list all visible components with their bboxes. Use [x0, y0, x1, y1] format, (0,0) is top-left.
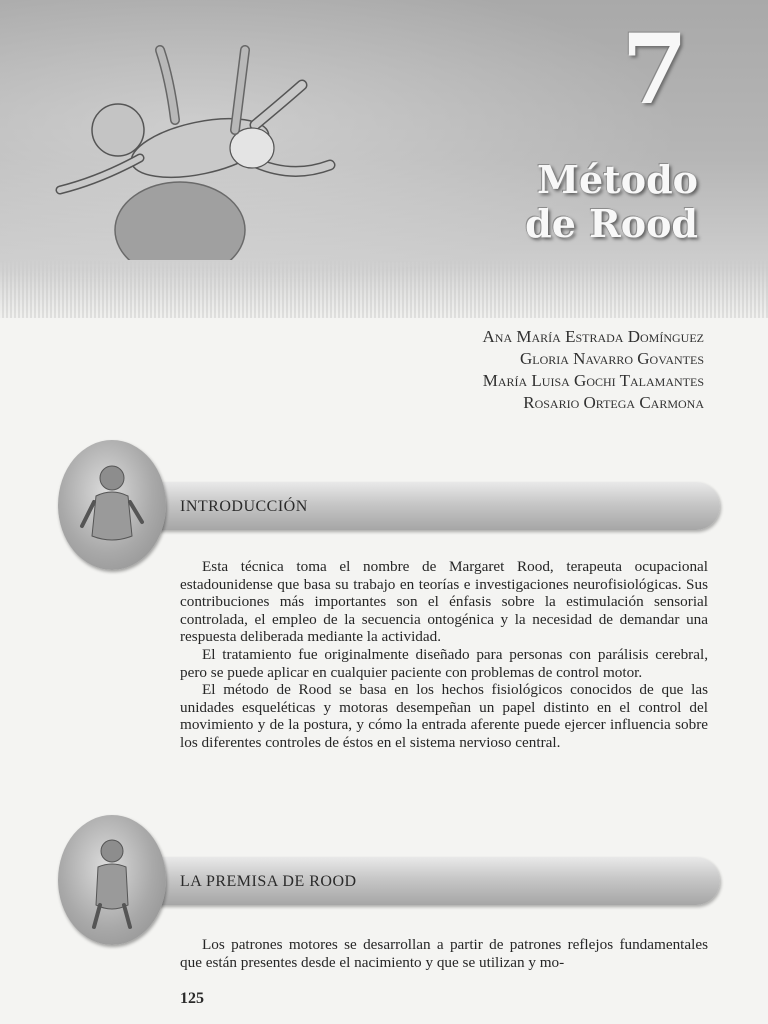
paragraph: El tratamiento fue originalmente diseñado para personas con parálisis cerebral, pero se puede aplicar en cualquier paciente con problemas de control motor. — [180, 645, 708, 681]
section-medallion — [58, 815, 166, 945]
author-list — [483, 326, 704, 414]
child-figure-icon — [72, 456, 152, 556]
section-heading: INTRODUCCIÓN — [180, 498, 308, 515]
author-name: Ana María Estrada Domínguez — [482, 327, 704, 346]
premisa-body — [180, 936, 708, 971]
chapter-number: 7 — [621, 13, 688, 126]
author-name: María Luisa Gochi Talamantes — [482, 371, 704, 390]
child-figure-icon — [72, 831, 152, 931]
introduccion-body — [180, 558, 708, 752]
section-medallion — [58, 440, 166, 570]
chapter-banner — [0, 0, 768, 318]
author-name: Rosario Ortega Carmona — [523, 393, 704, 412]
page-number: 125 — [180, 990, 204, 1007]
chapter-title — [525, 158, 698, 246]
paragraph: Los patrones motores se desarrollan a partir de patrones reflejos fundamentales que están presentes desde el nacimiento y que se utilizan y mo- — [180, 936, 708, 971]
section-header-premisa — [58, 815, 718, 945]
paragraph: El método de Rood se basa en los hechos fisiológicos conocidos de que las unidades esqueléticas y motoras desempeñan un papel distinto en el control del movimiento y de la postura, y cómo la entrada aferente puede ejercer influencia sobre los diferentes controles de éstos en el sistema nervioso central. — [180, 681, 708, 751]
infant-on-therapy-ball-illustration — [40, 30, 360, 260]
chapter-title-line-2: de Rood — [525, 201, 698, 246]
chapter-title-line-1: Método — [536, 157, 698, 202]
section-header-introduccion — [58, 440, 718, 570]
section-heading: LA PREMISA DE ROOD — [180, 873, 357, 890]
author-name: Gloria Navarro Govantes — [519, 349, 704, 368]
paragraph: Esta técnica toma el nombre de Margaret Rood, terapeuta ocupacional estadounidense que basa su trabajo en teorías e investigaciones neurofisiológicas. Sus contribuciones más importantes son el énfasis sobre la estimulación sensorial controlada, el empleo de la secuencia ontogénica y la necesidad de demandar una respuesta deliberada mediante la actividad. — [180, 558, 708, 646]
